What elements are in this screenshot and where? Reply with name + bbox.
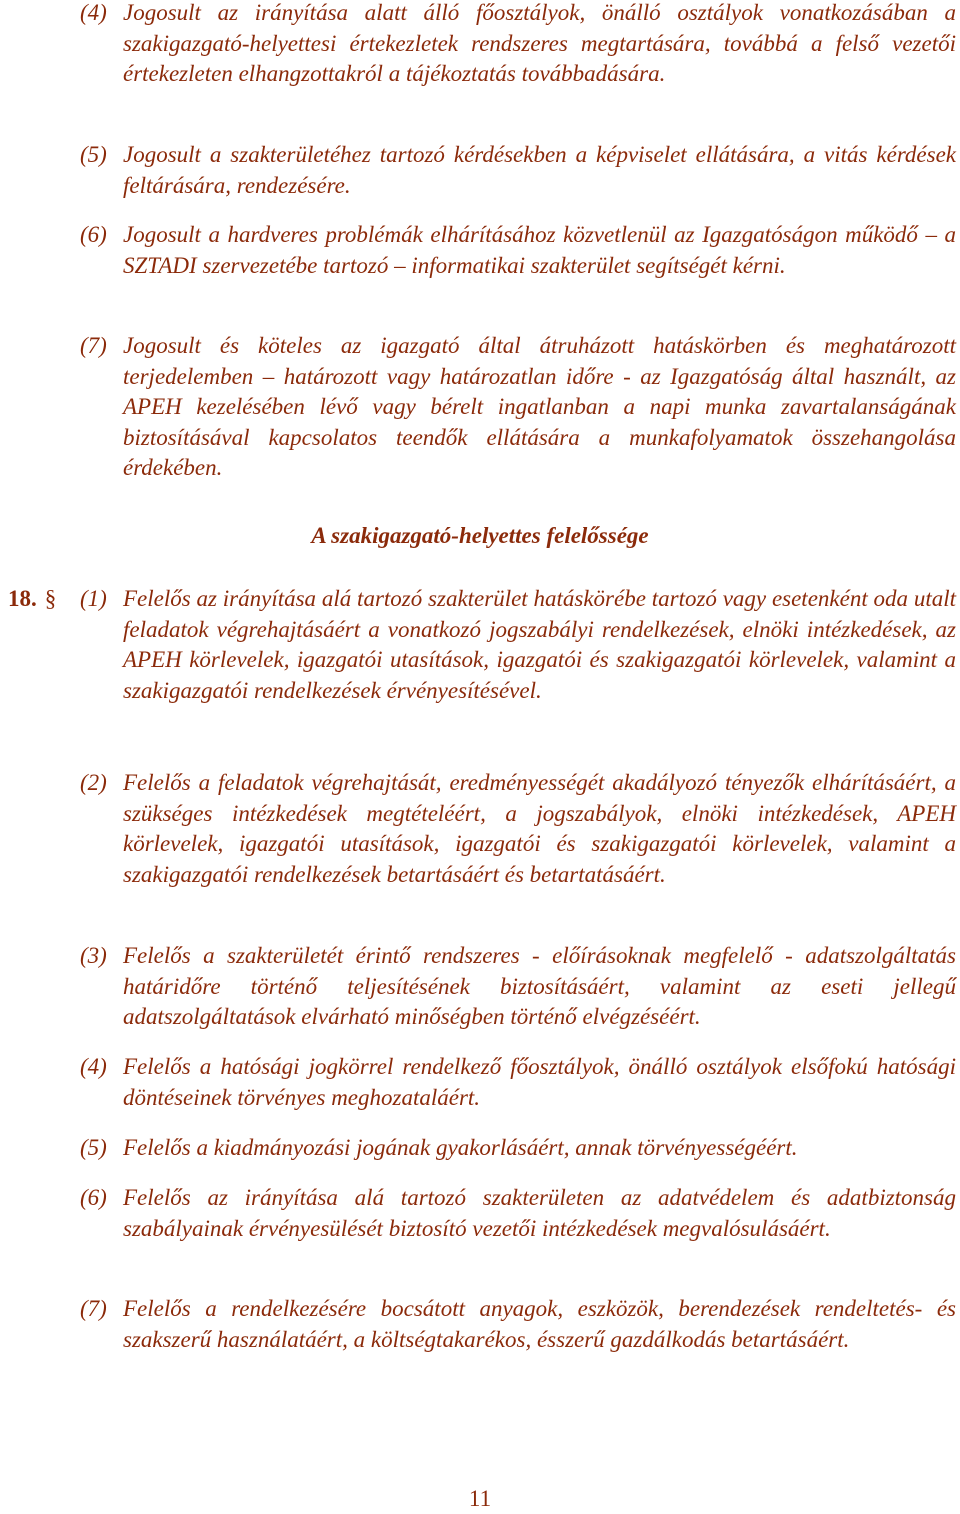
paragraph-4-bottom bbox=[80, 1052, 956, 1113]
paragraph-text: Felelős a kiadmányozási jogának gyakorlásáért, annak törvényességéért. bbox=[123, 1135, 798, 1160]
paragraph-number: (6) bbox=[80, 1185, 107, 1210]
paragraph-1-bottom bbox=[80, 584, 956, 706]
paragraph-text: Felelős a feladatok végrehajtását, eredményességét akadályozó tényezők elhárításáért, a szükséges intézkedések megtételéért, a jogszabályok, elnöki intézkedések, APEH körlevelek, igazgatói utasítások, igazgatói és szakigazgatói körlevelek, valamint a szakigazgatói rendelkezések betartásáért és betartatásáért. bbox=[123, 770, 956, 887]
paragraph-number: (3) bbox=[80, 943, 107, 968]
paragraph-text: Felelős az irányítása alá tartozó szakterületen az adatvédelem és adatbiztonság szabályainak érvényesülését biztosító vezetői intézkedések megvalósulásáért. bbox=[123, 1185, 956, 1241]
section-heading: A szakigazgató-helyettes felelőssége bbox=[311, 523, 649, 548]
paragraph-5-top bbox=[80, 140, 956, 201]
paragraph-text: Felelős a hatósági jogkörrel rendelkező főosztályok, önálló osztályok elsőfokú hatósági döntéseinek törvényes meghozataláért. bbox=[123, 1054, 956, 1110]
paragraph-text: Jogosult a szakterületéhez tartozó kérdésekben a képviselet ellátására, a vitás kérdések feltárására, rendezésére. bbox=[123, 142, 956, 198]
page-number: 11 bbox=[468, 1486, 492, 1511]
paragraph-number: (5) bbox=[80, 1135, 107, 1160]
paragraph-number: (6) bbox=[80, 222, 107, 247]
paragraph-text: Felelős a rendelkezésére bocsátott anyagok, eszközök, berendezések rendeltetés- és szakszerű használatáért, a költségtakarékos, ésszerű gazdálkodás betartásáért. bbox=[123, 1296, 956, 1352]
paragraph-7-top bbox=[80, 331, 956, 484]
paragraph-text: Jogosult az irányítása alatt álló főosztályok, önálló osztályok vonatkozásában a szakigazgató-helyettesi értekezletek rendszeres megtartására, továbbá a felső vezetői értekezleten elhangzottakról a tájékoztatás továbbadására. bbox=[123, 0, 956, 86]
paragraph-3-bottom bbox=[80, 941, 956, 1033]
paragraph-number: (2) bbox=[80, 770, 107, 795]
paragraph-number: (1) bbox=[80, 586, 107, 611]
paragraph-text: Jogosult a hardveres problémák elhárításához közvetlenül az Igazgatóságon működő – a SZTADI szervezetébe tartozó – informatikai szakterület segítségét kérni. bbox=[123, 222, 956, 278]
section-symbol: § bbox=[44, 586, 57, 611]
paragraph-6-top bbox=[80, 220, 956, 281]
section-number: 18. bbox=[8, 586, 37, 611]
paragraph-7-bottom bbox=[80, 1294, 956, 1355]
paragraph-number: (4) bbox=[80, 1054, 107, 1079]
paragraph-number: (5) bbox=[80, 142, 107, 167]
paragraph-2-bottom bbox=[80, 768, 956, 890]
paragraph-5-bottom bbox=[80, 1133, 956, 1164]
paragraph-text: Jogosult és köteles az igazgató által átruházott hatáskörben és meghatározott terjedelemben – határozott vagy határozatlan időre - az Igazgatóság által használt, az APEH kezelésében lévő vagy bérelt ingatlanban a napi munka zavartalanságának biztosításával kapcsolatos teendők ellátására a munkafolyamatok összehangolása érdekében. bbox=[123, 333, 956, 480]
paragraph-6-bottom bbox=[80, 1183, 956, 1244]
paragraph-4-top bbox=[80, 0, 956, 90]
paragraph-number: (7) bbox=[80, 333, 107, 358]
paragraph-number: (7) bbox=[80, 1296, 107, 1321]
paragraph-number: (4) bbox=[80, 0, 107, 25]
paragraph-text: Felelős a szakterületét érintő rendszeres - előírásoknak megfelelő - adatszolgáltatás határidőre történő teljesítésének biztosításáért, valamint az eseti jellegű adatszolgáltatások elvárható minőségben történő elvégzéséért. bbox=[123, 943, 956, 1029]
section-marker bbox=[8, 584, 56, 615]
paragraph-text: Felelős az irányítása alá tartozó szakterület hatáskörébe tartozó vagy esetenként oda utalt feladatok végrehajtásáért a vonatkozó jogszabályi rendelkezések, elnöki intézkedések, az APEH körlevelek, igazgatói utasítások, igazgatói és szakigazgatói körlevelek, valamint a szakigazgatói rendelkezések érvényesítésével. bbox=[123, 586, 956, 703]
